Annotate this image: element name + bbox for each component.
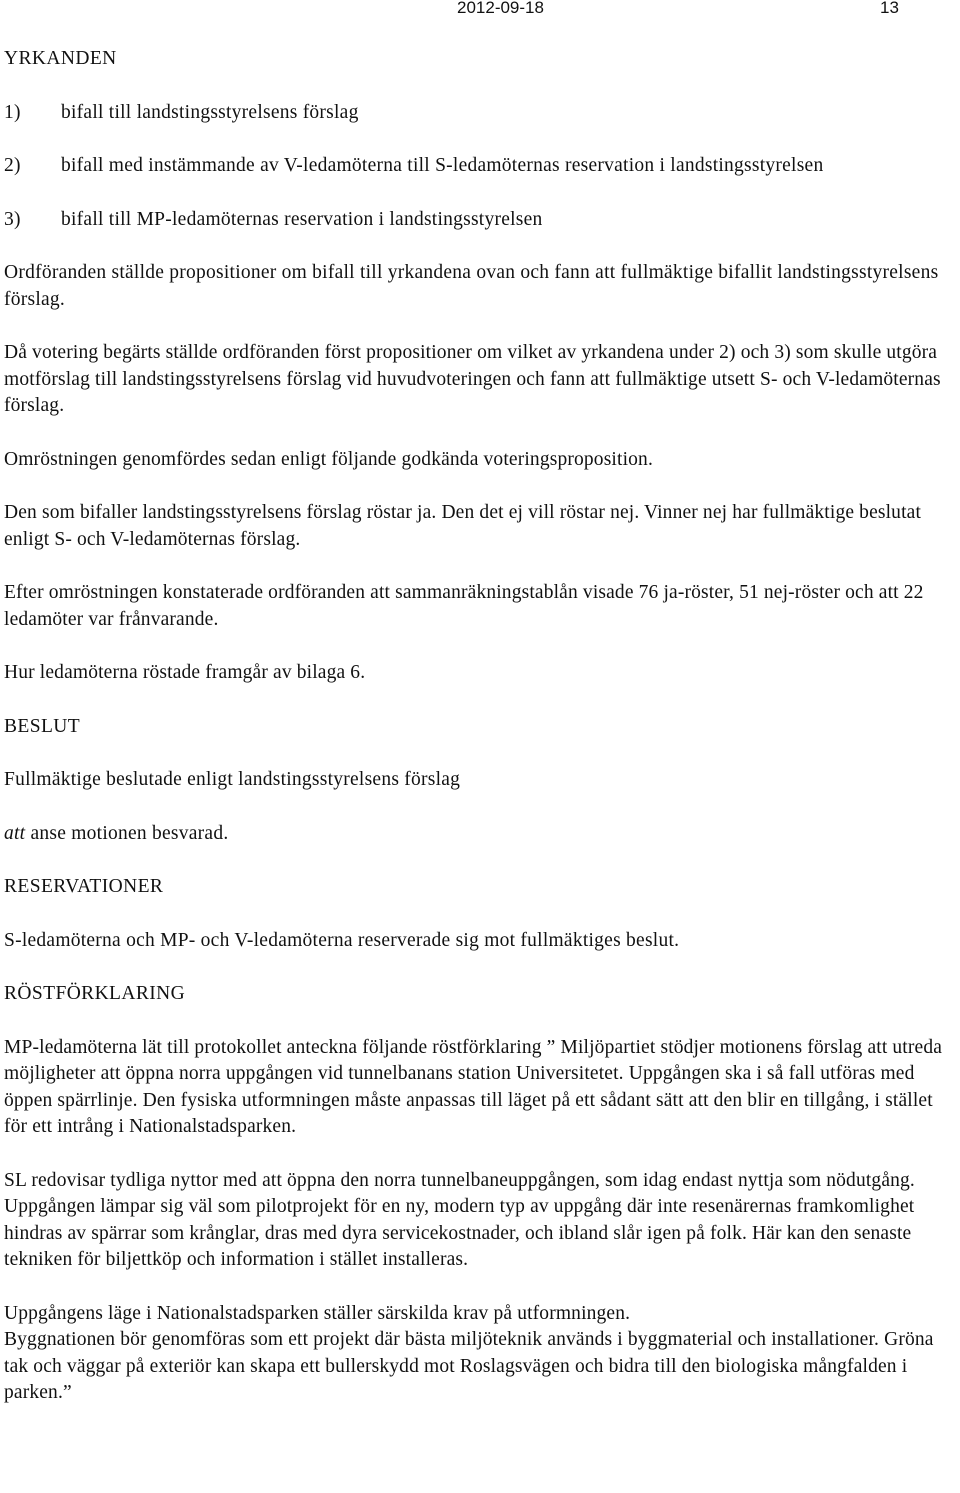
paragraph-bilaga: Hur ledamöterna röstade framgår av bilaga 6. — [4, 662, 366, 683]
list-item-text: bifall med instämmande av V-ledamöterna till S-ledamöternas reservation i landstingsstyrelsen — [61, 155, 824, 176]
paragraph-rostforklaring-3a: Uppgångens läge i Nationalstadsparken ställer särskilda krav på utformningen. — [4, 1302, 631, 1324]
list-item — [4, 100, 956, 127]
heading-beslut: BESLUT — [4, 715, 81, 737]
att-word: att — [4, 822, 26, 844]
document-body — [4, 46, 956, 1434]
page-number: 13 — [880, 0, 899, 17]
section-beslut — [4, 714, 956, 848]
paragraph-rostforklaring-1: MP-ledamöterna lät till protokollet anteckna följande röstförklaring ” Miljöpartiet stödjer motionens förslag att utreda möjligheter att öppna norra uppgången vid tunnelbanans station Universitetet. Uppgången ska i så fall utföras med öppen spärrlinje. Den fysiska utformningen måste anpassas till läget på ett sådant sätt att den blir en tillgång, i stället för ett intrång i Nationalstadsparken. — [4, 1036, 943, 1137]
paragraph-rostforklaring-2: SL redovisar tydliga nyttor med att öppna den norra tunnelbaneuppgången, som idag endast nyttja som nödutgång. Uppgången lämpar sig väl som pilotprojekt för en ny, modern typ av uppgång där inte resenärernas framkomlighet hindras av spärrar som krånglar, dras med dyra servicekostnader, och ibland slår igen på folk. Här kan den senaste tekniken för biljettköp och information i stället installeras. — [4, 1169, 915, 1270]
page-header — [0, 0, 960, 22]
paragraph-propositioner: Ordföranden ställde propositioner om bifall till yrkandena ovan och fann att fullmäktige bifallit landstingsstyrelsens förslag. — [4, 262, 939, 310]
paragraph-votering: Då votering begärts ställde ordföranden först propositioner om vilket av yrkandena under 2) och 3) som skulle utgöra motförslag till landstingsstyrelsens förslag vid huvudvoteringen och fann att fullmäktige utsett S- och V-ledamöternas förslag. — [4, 342, 941, 416]
paragraph-omrostning: Omröstningen genomfördes sedan enligt följande godkända voteringsproposition. — [4, 448, 653, 470]
header-date: 2012-09-18 — [457, 0, 544, 17]
section-yrkanden — [4, 46, 956, 687]
section-rostforklaring — [4, 981, 956, 1407]
heading-reservationer: RESERVATIONER — [4, 876, 164, 897]
paragraph-beslut: Fullmäktige beslutade enligt landstingsstyrelsens förslag — [4, 769, 461, 790]
list-item — [4, 207, 956, 234]
paragraph-rostforklaring-3b: Byggnationen bör genomföras som ett projekt där bästa miljöteknik används i byggmaterial och installationer. Gröna tak och väggar på exteriör kan skapa ett bullerskydd mot Roslagsvägen och bidra till den biologiska mångfalden i parken.” — [4, 1329, 934, 1403]
list-item-text: bifall till landstingsstyrelsens förslag — [61, 101, 359, 123]
list-item-number: 1) — [4, 101, 21, 123]
heading-yrkanden: YRKANDEN — [4, 48, 117, 69]
paragraph-reservation: S-ledamöterna och MP- och V-ledamöterna reserverade sig mot fullmäktiges beslut. — [4, 929, 680, 951]
list-item-text: bifall till MP-ledamöternas reservation i landstingsstyrelsen — [61, 208, 543, 230]
section-reservationer — [4, 874, 956, 954]
heading-rostforklaring: RÖSTFÖRKLARING — [4, 983, 186, 1004]
paragraph-resultat: Efter omröstningen konstaterade ordföranden att sammanräkningstablån visade 76 ja-röster, 51 nej-röster och att 22 ledamöter var frånvarande. — [4, 582, 924, 630]
list-item — [4, 153, 956, 180]
paragraph-att — [4, 821, 956, 848]
paragraph-voteringsproposition: Den som bifaller landstingsstyrelsens förslag röstar ja. Den det ej vill röstar nej. Vinner nej har fullmäktige beslutat enligt S- och V-ledamöternas förslag. — [4, 502, 922, 550]
list-item-number: 3) — [4, 208, 21, 230]
att-text: anse motionen besvarad. — [25, 822, 229, 844]
list-item-number: 2) — [4, 155, 21, 176]
paragraph-rostforklaring-3 — [4, 1301, 956, 1407]
